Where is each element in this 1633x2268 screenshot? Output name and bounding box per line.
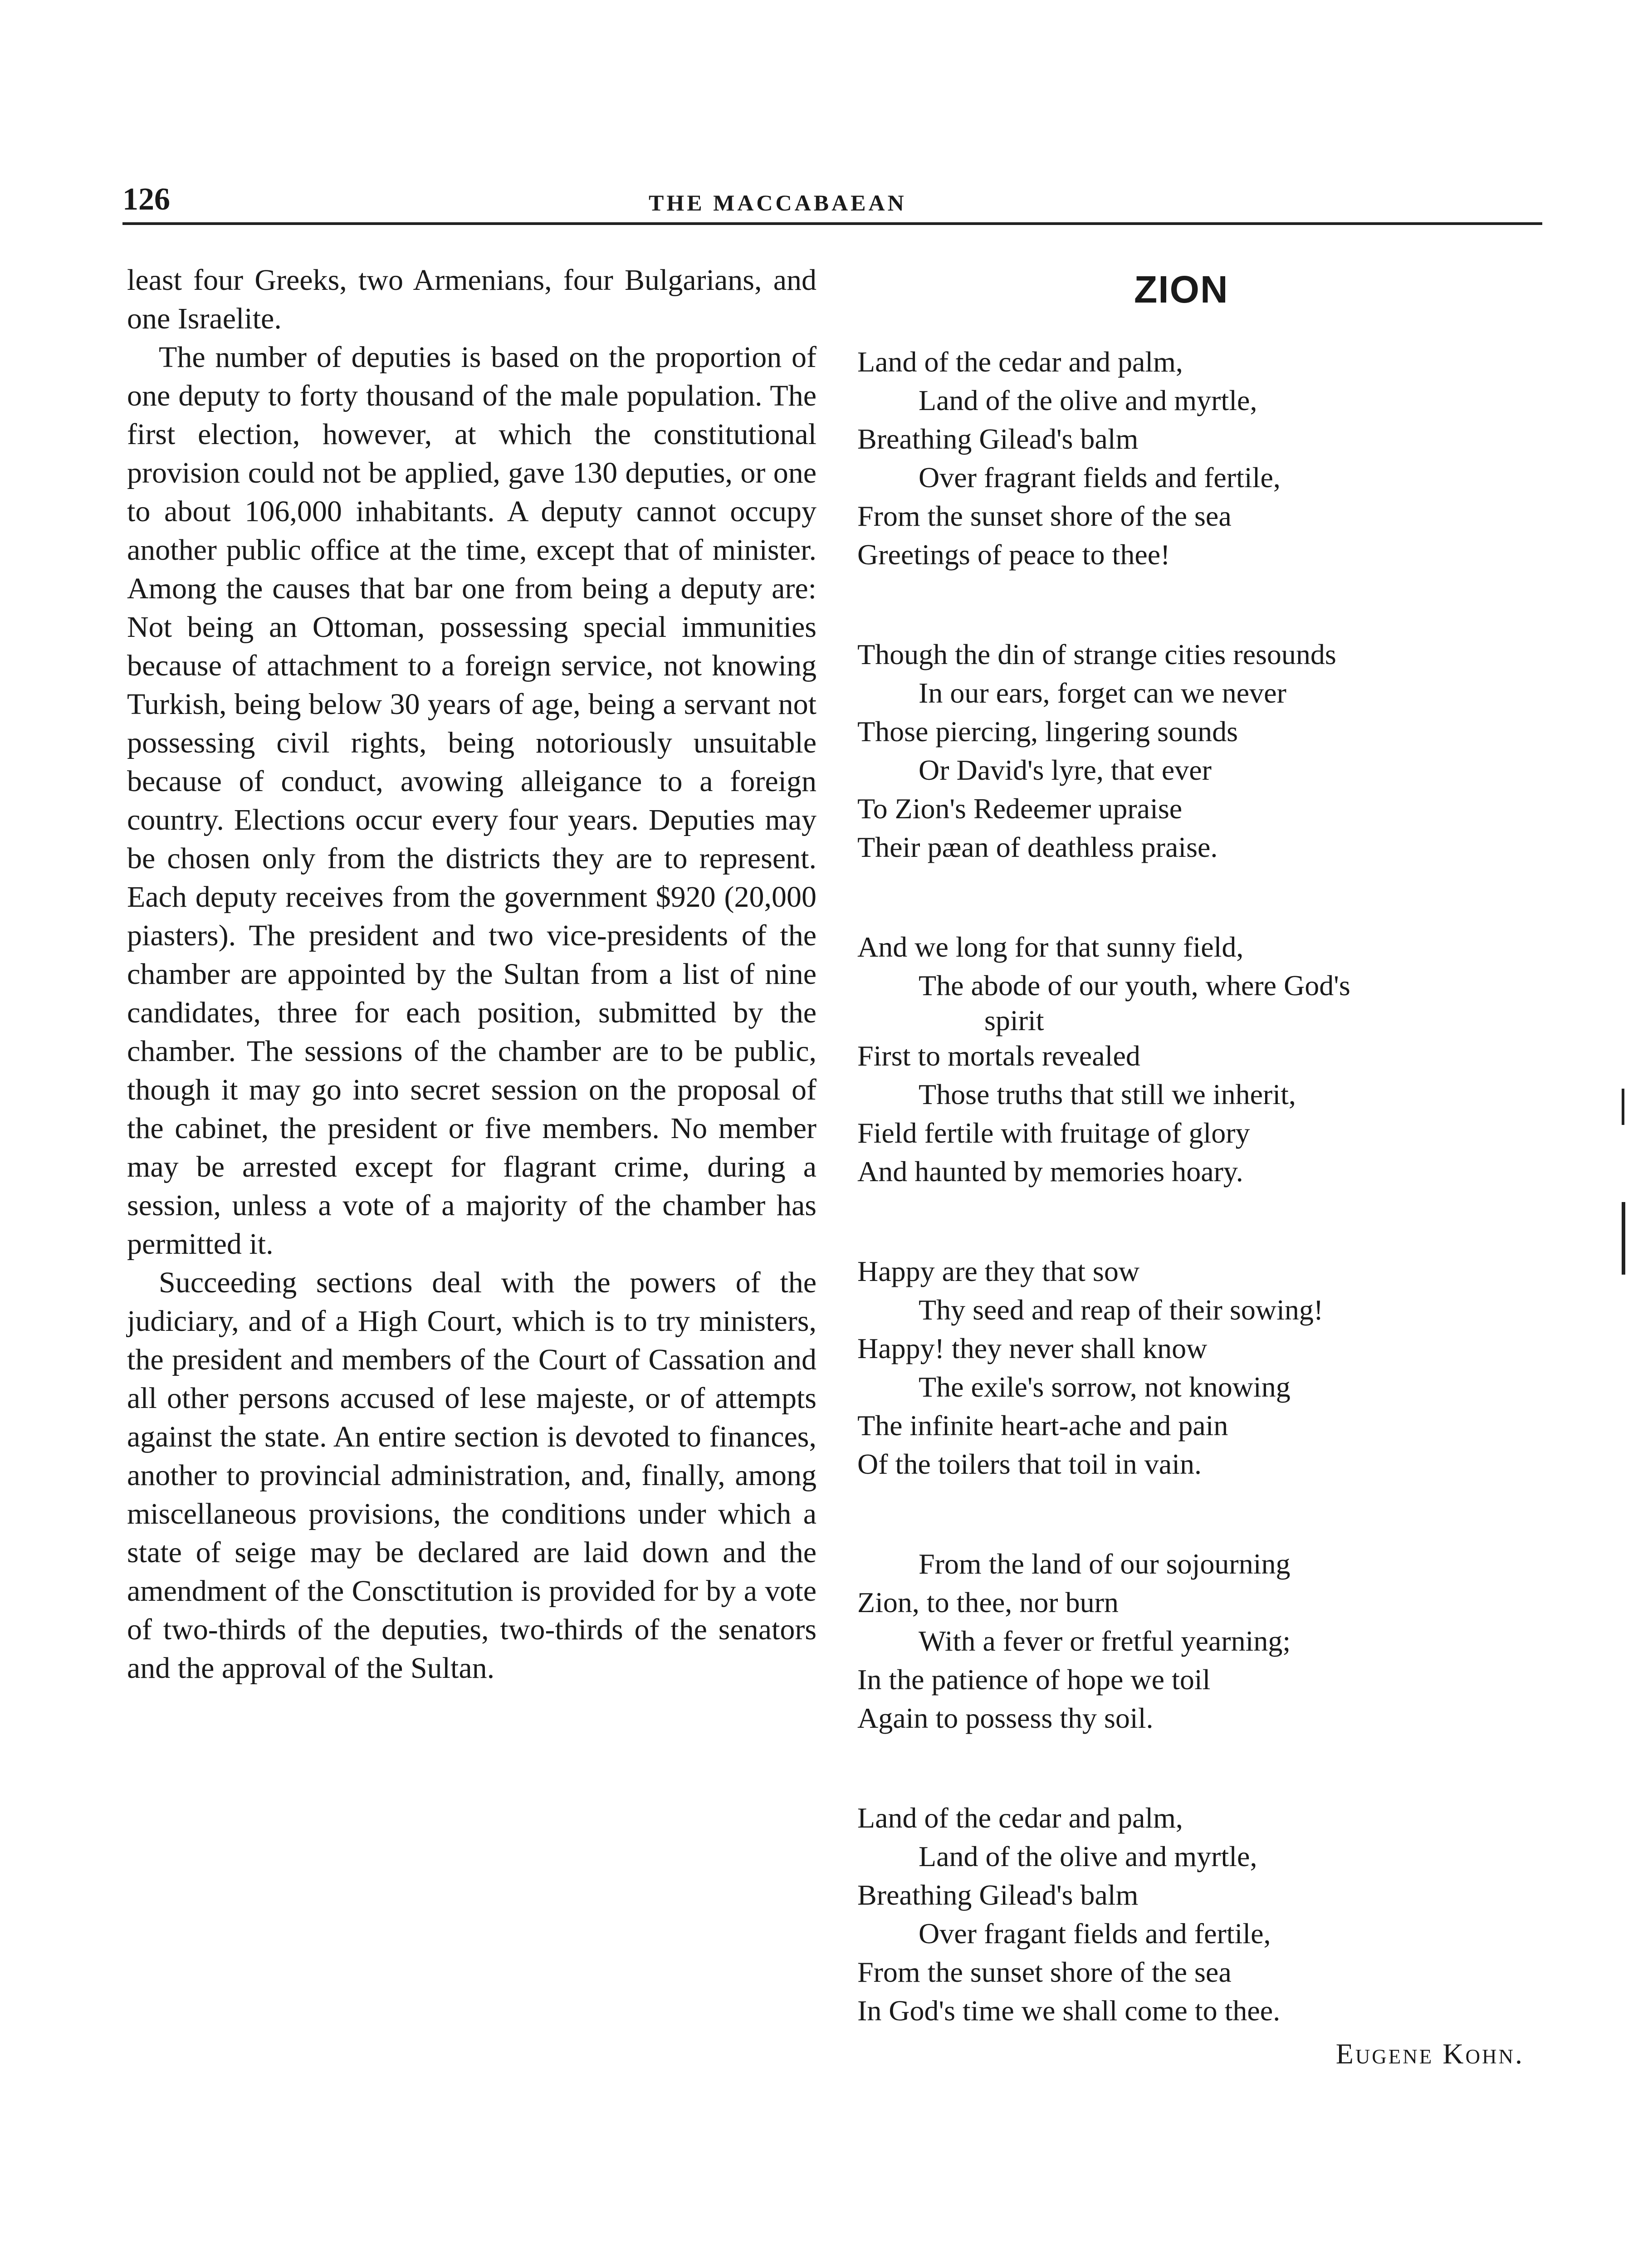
header-rule <box>122 222 1542 225</box>
poem-line: From the sunset shore of the sea <box>857 500 1232 532</box>
poem-line: Zion, to thee, nor burn <box>857 1586 1119 1618</box>
poem <box>857 342 1583 2073</box>
poem-line: Over fragant fields and fertile, <box>919 1917 1271 1950</box>
scan-edge-mark <box>1622 1202 1625 1275</box>
poem-line: From the land of our sojourning <box>919 1548 1291 1580</box>
article-column <box>127 261 816 1687</box>
poem-line: Field fertile with fruitage of glory <box>857 1117 1250 1149</box>
article-paragraph: The number of deputies is based on the proportion of one deputy to forty thousand of the male population. The first election, however, at which the constitutional provision could not be applied, gave 130 deputies, or one to about 106,000 inhabitants. A deputy cannot occupy another public office at the time, except that of minister. Among the causes that bar one from being a deputy are: Not being an Ottoman, possessing special immunities because of attachment to a foreign service, not knowing Turkish, being below 30 years of age, being a servant not possessing civil rights, being notoriously unsuitable because of conduct, avowing alleigance to a foreign country. Elections occur every four years. Deputies may be chosen only from the districts they are to represent. Each deputy receives from the government $920 (20,000 piasters). The president and two vice-presidents of the chamber are appointed by the Sultan from a list of nine candidates, three for each position, submitted by the chamber. The sessions of the chamber are to be public, though it may go into secret session on the proposal of the cabinet, the president or five members. No member may be arrested except for flagrant crime, during a session, unless a vote of a majority of the chamber has permitted it. <box>127 341 816 1261</box>
poem-line: To Zion's Redeemer upraise <box>857 792 1183 825</box>
poem-line: Or David's lyre, that ever <box>919 754 1212 786</box>
poem-line: Breathing Gilead's balm <box>857 423 1139 455</box>
running-head: THE MACCABAEAN <box>649 190 907 215</box>
poem-line: Of the toilers that toil in vain. <box>857 1448 1202 1480</box>
poem-line: From the sunset shore of the sea <box>857 1956 1232 1988</box>
poem-line: Land of the cedar and palm, <box>857 346 1183 378</box>
poem-title: ZION <box>1134 268 1229 311</box>
poem-line: Land of the olive and myrtle, <box>919 384 1257 416</box>
article-paragraph: Succeeding sections deal with the powers of the judiciary, and of a High Court, which is to try ministers, the president and members of the Court of Cassation and all other persons accused of lese majeste, or of attempts against the state. An entire section is devoted to finances, another to provincial administration, and, finally, among miscellaneous provisions, the conditions under which a state of seige may be declared are laid down and the amendment of the Consctitution is provided for by a vote of two-thirds of the deputies, two-thirds of the senators and the approval of the Sultan. <box>127 1266 816 1685</box>
poem-line: Their pæan of deathless praise. <box>857 831 1218 863</box>
scan-edge-mark <box>1622 1089 1624 1125</box>
poem-line: The abode of our youth, where God's <box>919 969 1350 1002</box>
poem-line: Those truths that still we inherit, <box>919 1078 1296 1110</box>
poem-line: In the patience of hope we toil <box>857 1663 1211 1696</box>
poem-stanza <box>857 1545 1583 1737</box>
poem-line: Land of the cedar and palm, <box>857 1802 1183 1834</box>
poem-line: With a fever or fretful yearning; <box>919 1625 1291 1657</box>
poem-line: And haunted by memories hoary. <box>857 1155 1243 1188</box>
poem-stanza <box>857 635 1583 866</box>
poem-stanza <box>857 1799 1583 2073</box>
poem-line: Thy seed and reap of their sowing! <box>919 1294 1324 1326</box>
poem-line: Over fragrant fields and fertile, <box>919 461 1281 494</box>
poem-line: First to mortals revealed <box>857 1040 1140 1072</box>
poem-line: Happy! they never shall know <box>857 1332 1208 1364</box>
poem-stanza <box>857 928 1583 1191</box>
poem-line: Those piercing, lingering sounds <box>857 715 1238 748</box>
poem-line: spirit <box>984 1004 1044 1036</box>
poem-line: In our ears, forget can we never <box>919 677 1286 709</box>
article-paragraph: least four Greeks, two Armenians, four Bulgarians, and one Israelite. <box>127 264 816 335</box>
poem-line: Happy are they that sow <box>857 1255 1140 1287</box>
poem-line: Though the din of strange cities resounds <box>857 638 1336 670</box>
poem-author: Eugene Kohn. <box>1335 2038 1524 2070</box>
poem-stanza <box>857 1252 1583 1483</box>
poem-line: Breathing Gilead's balm <box>857 1879 1139 1911</box>
page-number: 126 <box>122 182 170 217</box>
poem-line: Greetings of peace to thee! <box>857 538 1170 571</box>
poem-line: Land of the olive and myrtle, <box>919 1840 1257 1872</box>
poem-line: And we long for that sunny field, <box>857 931 1244 963</box>
poem-line: In God's time we shall come to thee. <box>857 1994 1281 2027</box>
poem-stanza <box>857 342 1583 574</box>
poem-line: Again to possess thy soil. <box>857 1702 1154 1734</box>
poem-line: The exile's sorrow, not knowing <box>919 1371 1291 1403</box>
poem-line: The infinite heart-ache and pain <box>857 1409 1228 1442</box>
